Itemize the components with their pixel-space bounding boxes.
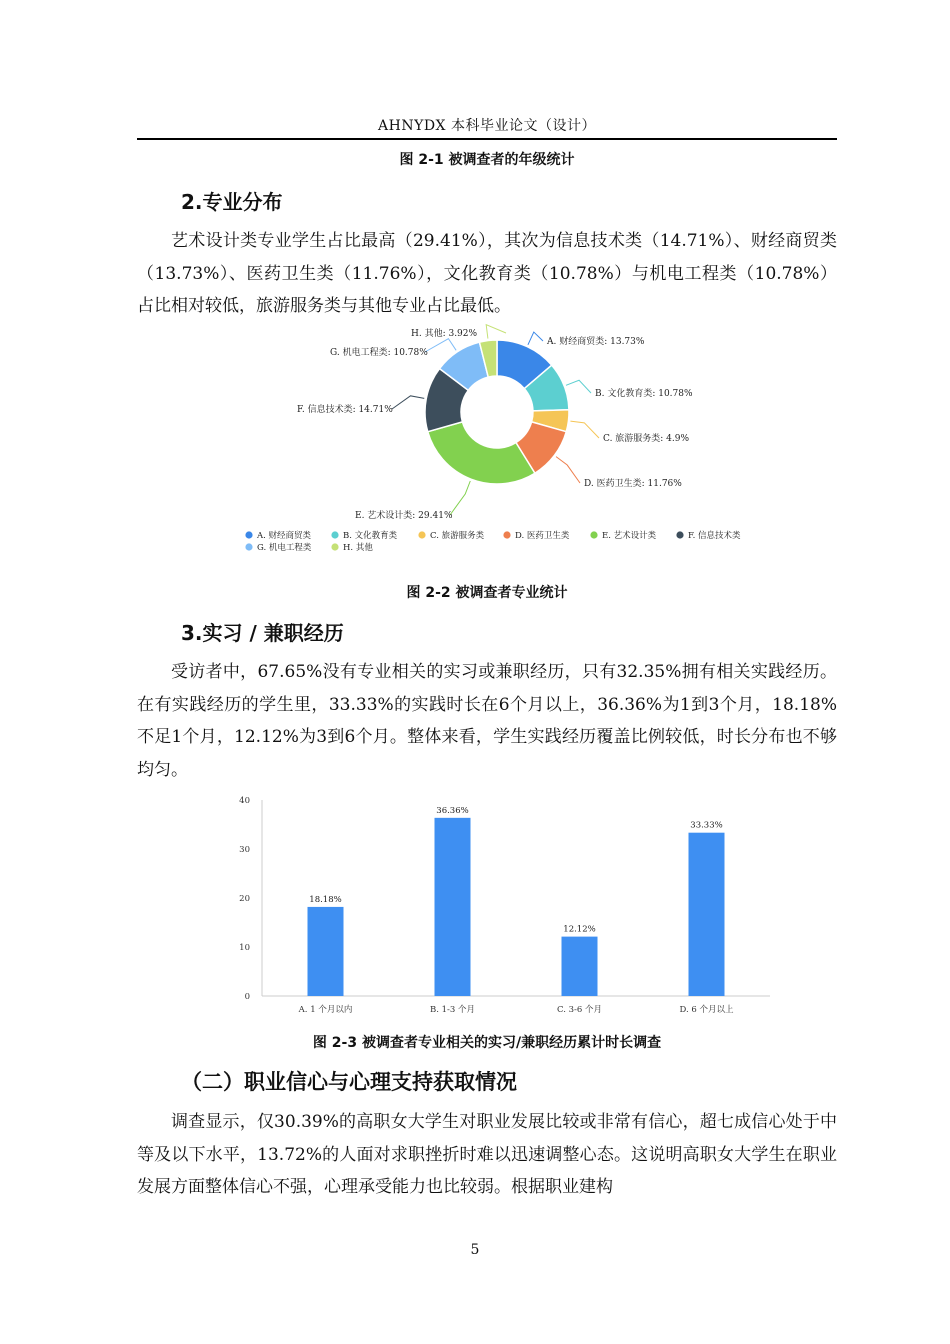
legend-swatch [245,531,252,538]
bar [689,833,725,996]
legend-swatch [418,531,425,538]
x-tick-label: A. 1 个月以内 [298,1005,353,1015]
donut-leader-line [425,339,456,352]
header-rule [137,138,837,140]
donut-slice-label: D. 医药卫生类: 11.76% [584,479,682,489]
paragraph-major: 艺术设计类专业学生占比最高（29.41%），其次为信息技术类（14.71%）、财经商贸类（13.73%）、医药卫生类（11.76%），文化教育类（10.78%）与机电工程类（10.78%）占比相对较低，旅游服务类与其他专业占比最低。 [137,231,837,316]
section-heading-major: 2.专业分布 [181,190,283,214]
bar [435,818,471,996]
y-tick-label: 20 [239,894,250,904]
paragraph-internship: 受访者中，67.65%没有专业相关的实习或兼职经历，只有32.35%拥有相关实践经历。在有实践经历的学生里，33.33%的实践时长在6个月以上，36.36%为1到3个月，18.18%不足1个月，12.12%为3到6个月。整体来看，学生实践经历覆盖比例较低，时长分布也不够均匀。 [137,662,837,780]
internship-bar-chart [230,792,775,1022]
figure-caption-1: 图 2-1 被调查者的年级统计 [399,152,575,168]
running-header: AHNYDX 本科毕业论文（设计） [378,118,596,134]
donut-leader-line [486,325,506,339]
legend-label: F. 信息技术类 [688,531,741,541]
y-tick-label: 30 [239,845,250,855]
x-tick-label: D. 6 个月以上 [679,1005,734,1015]
figure-caption-3: 图 2-3 被调查者专业相关的实习/兼职经历累计时长调查 [312,1035,662,1051]
donut-leader-line [528,332,543,345]
bar-data-label: 12.12% [563,924,596,935]
y-tick-label: 40 [239,796,250,806]
legend-swatch [331,543,338,550]
donut-leader-line [450,481,470,515]
legend-label: A. 财经商贸类 [257,531,312,541]
donut-leader-line [570,421,599,438]
donut-leader-line [566,380,591,393]
legend-label: D. 医药卫生类 [515,531,570,541]
bar-data-label: 36.36% [436,805,469,816]
bar-data-label: 33.33% [690,820,723,831]
legend-label: E. 艺术设计类 [602,531,657,541]
legend-label: G. 机电工程类 [257,543,312,553]
donut-slice-label: G. 机电工程类: 10.78% [330,348,428,358]
legend-label: C. 旅游服务类 [430,531,485,541]
donut-slice-label: F. 信息技术类: 14.71% [297,405,393,415]
major-donut-chart [237,322,777,562]
donut-leader-line [392,396,424,409]
x-tick-label: B. 1-3 个月 [429,1005,476,1015]
donut-slice [428,422,535,484]
legend-label: B. 文化教育类 [343,531,398,541]
page-number: 5 [470,1242,480,1258]
bar [562,937,598,996]
legend-swatch [676,531,683,538]
legend-swatch [245,543,252,550]
bar [308,907,344,996]
donut-slice-label: B. 文化教育类: 10.78% [595,389,693,399]
donut-slice-label: H. 其他: 3.92% [411,329,478,339]
y-tick-label: 0 [244,992,250,1002]
bar-data-label: 18.18% [309,894,342,905]
legend-swatch [590,531,597,538]
figure-caption-2: 图 2-2 被调查者专业统计 [406,585,568,601]
donut-slice-label: E. 艺术设计类: 29.41% [355,511,453,521]
donut-leader-line [556,457,580,483]
y-tick-label: 10 [239,943,250,953]
legend-label: H. 其他 [343,543,373,553]
section-heading-internship: 3.实习 / 兼职经历 [181,621,344,645]
donut-slice-label: A. 财经商贸类: 13.73% [547,337,645,347]
donut-slice-label: C. 旅游服务类: 4.9% [603,434,690,444]
legend-swatch [331,531,338,538]
x-tick-label: C. 3-6 个月 [557,1005,602,1015]
paragraph-confidence: 调查显示，仅30.39%的高职女大学生对职业发展比较或非常有信心，超七成信心处于中等及以下水平，13.72%的人面对求职挫折时难以迅速调整心态。这说明高职女大学生在职业发展方面整体信心不强，心理承受能力也比较弱。根据职业建构 [137,1112,837,1197]
legend-swatch [503,531,510,538]
part-heading-confidence: （二）职业信心与心理支持获取情况 [181,1070,517,1094]
